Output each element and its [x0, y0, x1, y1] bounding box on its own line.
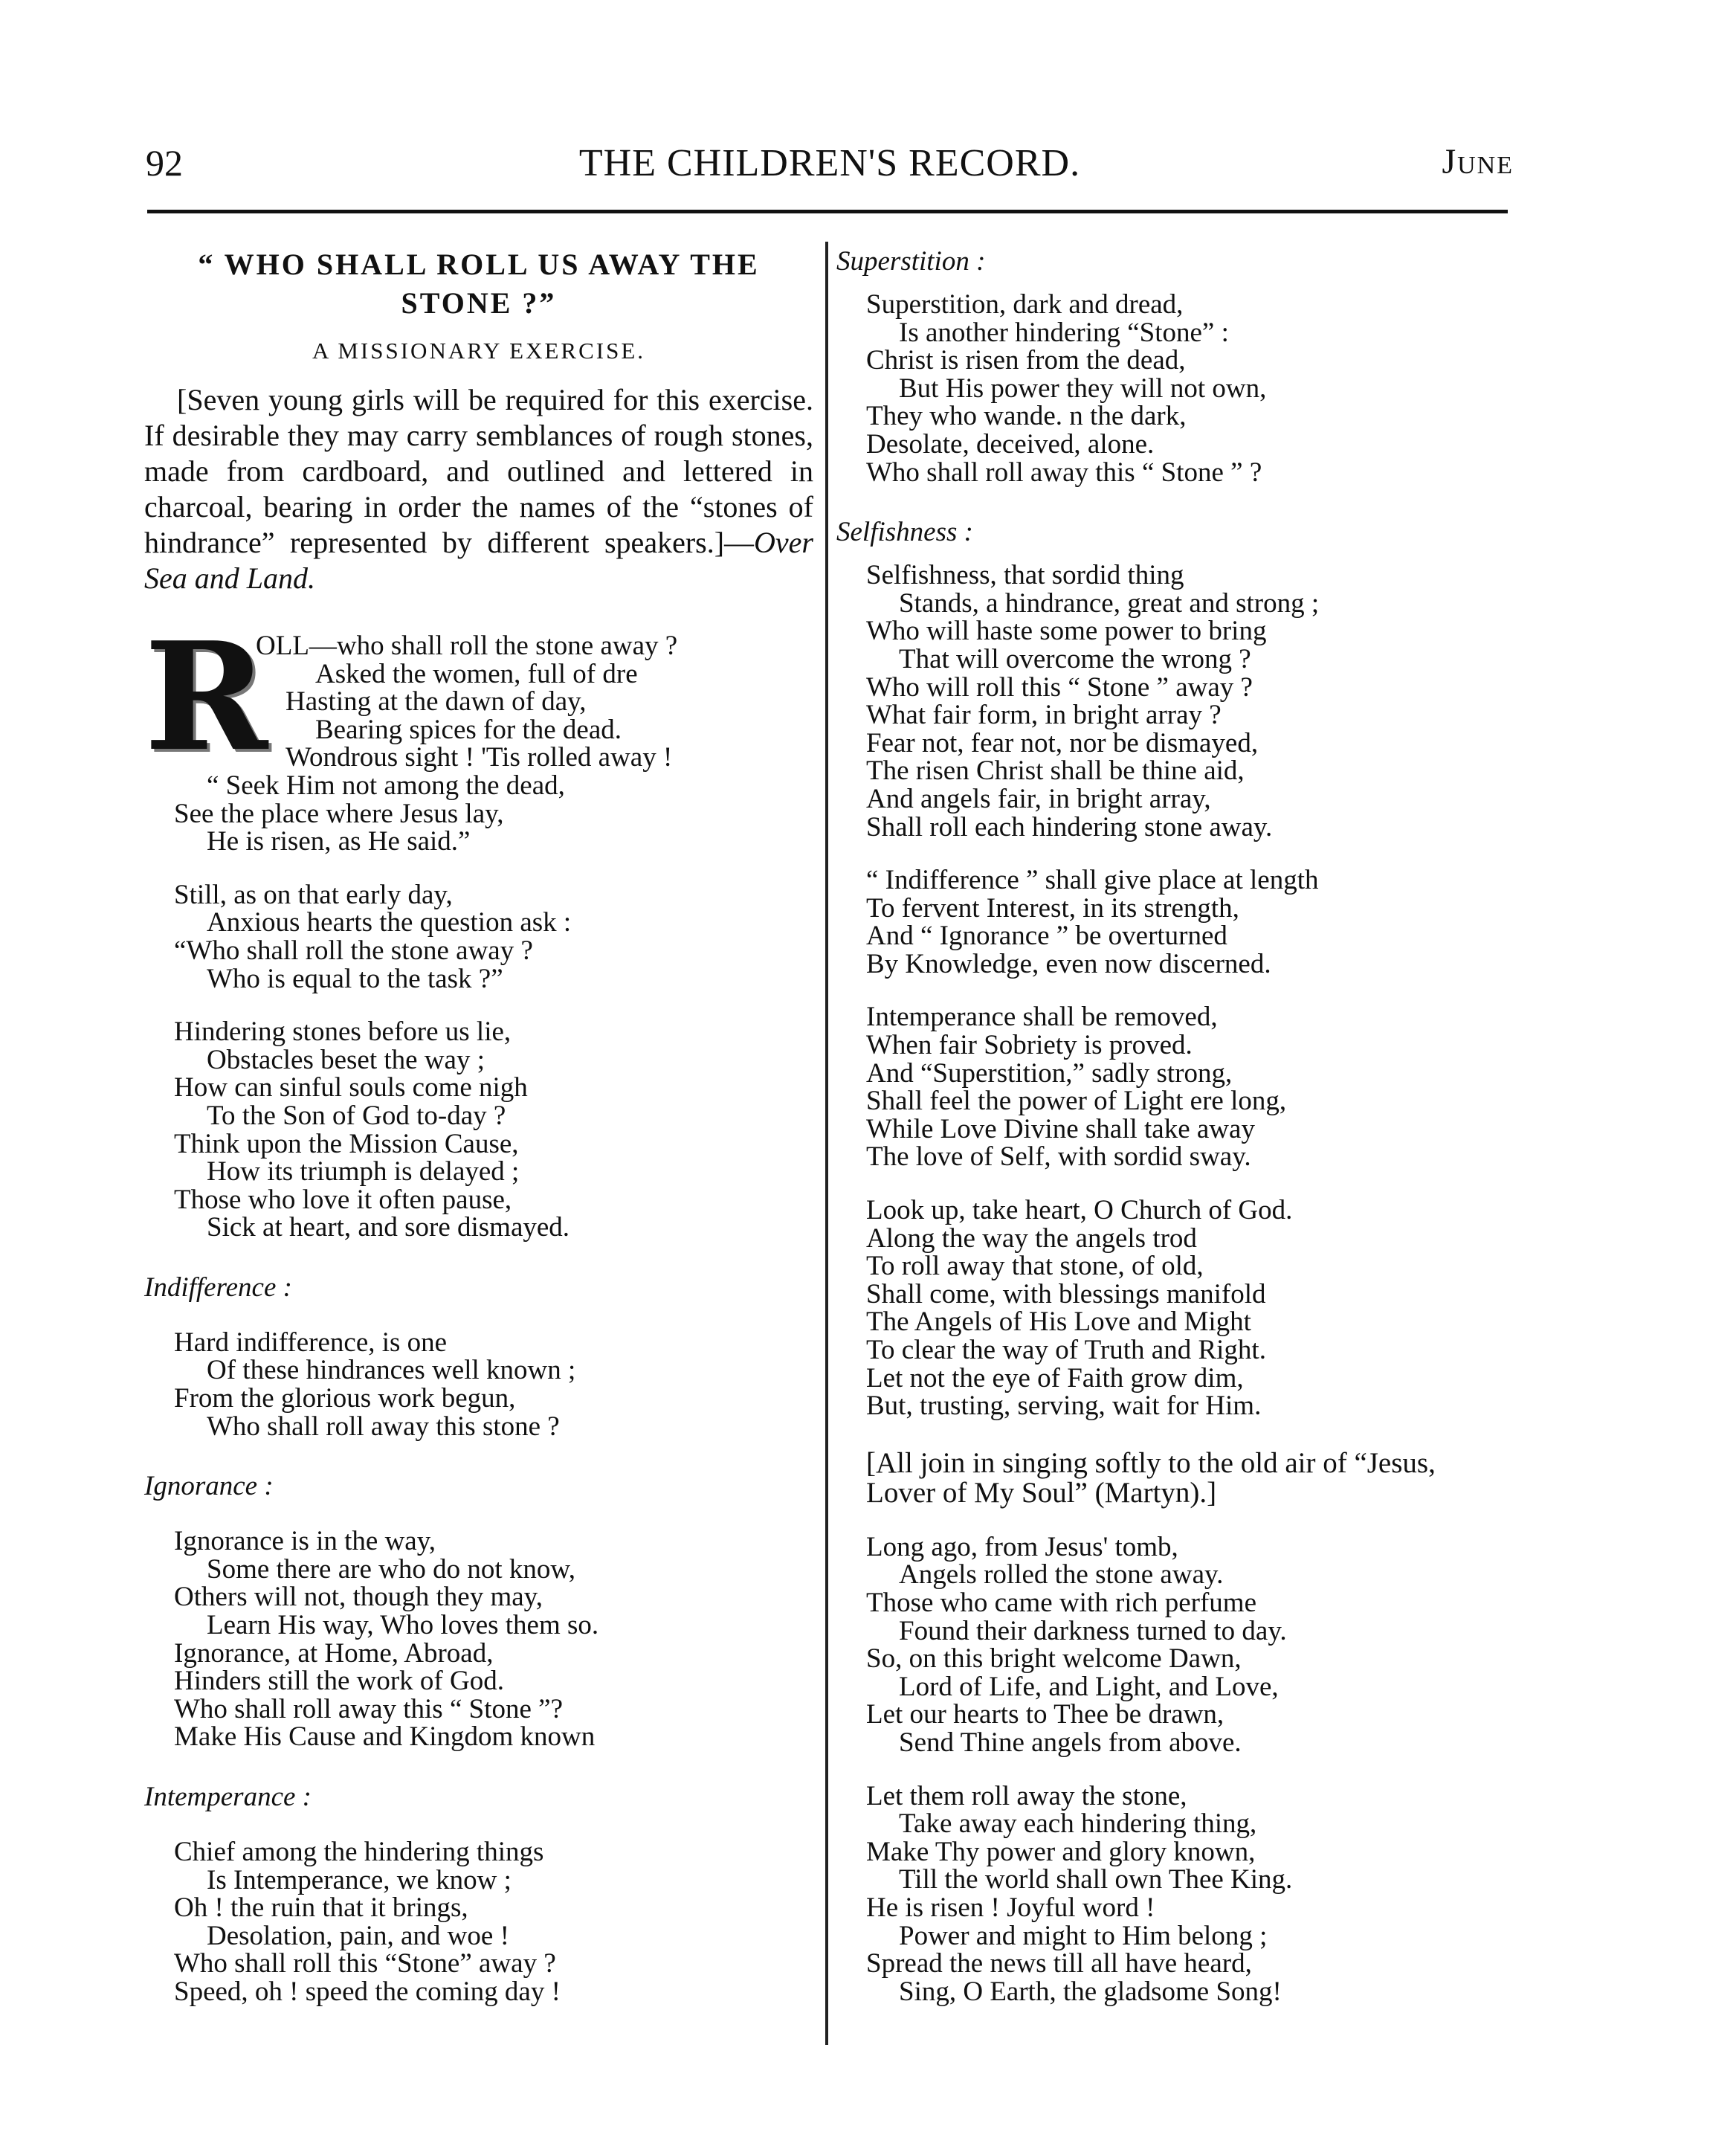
verse-line: The risen Christ shall be thine aid,	[866, 755, 1245, 787]
verse-line: To fervent Interest, in its strength,	[866, 892, 1239, 924]
intro-paragraph	[144, 382, 813, 596]
verse-line: Let them roll away the stone,	[866, 1780, 1187, 1811]
column-divider	[825, 242, 828, 2045]
verse-line: Superstition, dark and dread,	[866, 289, 1184, 320]
verse-line: Take away each hindering thing,	[899, 1808, 1257, 1840]
verse-line: Make His Cause and Kingdom known	[174, 1721, 596, 1753]
verse-line: Make Thy power and glory known,	[866, 1836, 1256, 1867]
intro-source: Over Sea and Land.	[144, 526, 813, 595]
verse-line: Ignorance, at Home, Abroad,	[174, 1637, 494, 1669]
verse-line: Oh ! the ruin that it brings,	[174, 1892, 468, 1924]
stanza-intemperance-reply	[836, 1003, 1506, 1171]
verse-line: The love of Self, with sordid sway.	[866, 1141, 1251, 1173]
verse-line: Ignorance is in the way,	[174, 1526, 436, 1557]
verse-line: And “Superstition,” sadly strong,	[866, 1057, 1233, 1089]
verse-line: Shall roll each hindering stone away.	[866, 811, 1273, 842]
verse-line: Look up, take heart, O Church of God.	[866, 1195, 1293, 1226]
verse-line: “ Seek Him not among the dead,	[207, 770, 565, 801]
verse-line: Anxious hearts the question ask :	[207, 907, 572, 938]
section-heading-indifference: Indifference :	[144, 1272, 292, 1303]
verse-line: To roll away that stone, of old,	[866, 1251, 1204, 1282]
verse-line: While Love Divine shall take away	[866, 1113, 1255, 1144]
stanza-2	[144, 881, 813, 993]
verse-line: And “ Ignorance ” be overturned	[866, 921, 1227, 952]
stanza-selfishness	[836, 561, 1506, 841]
section-heading-ignorance: Ignorance :	[144, 1471, 274, 1502]
verse-line: Shall feel the power of Light ere long,	[866, 1086, 1287, 1117]
verse-line: They who wande. n the dark,	[866, 401, 1187, 432]
verse-line: He is risen, as He said.”	[207, 826, 471, 857]
verse-line: Those who love it often pause,	[174, 1184, 512, 1215]
verse-line: How can sinful souls come nigh	[174, 1072, 528, 1104]
verse-line: Angels rolled the stone away.	[899, 1559, 1224, 1591]
verse-line: To the Son of God to-day ?	[207, 1100, 506, 1131]
intro-text: [Seven young girls will be required for this exercise. If desirable they may carry semblances of rough stones, made from cardboard, and outlined and lettered in charcoal, bearing in order the names of the “stones of hindrance” represented by different speakers.]—	[144, 383, 813, 559]
left-column	[144, 245, 813, 2006]
singing-instruction: [All join in singing softly to the old air of “Jesus, Lover of My Soul” (Martyn).]	[866, 1446, 1436, 1509]
verse-line: Still, as on that early day,	[174, 879, 453, 910]
verse-line: Shall come, with blessings manifold	[866, 1278, 1266, 1309]
verse-line: Bearing spices for the dead.	[315, 714, 622, 745]
verse-line: Is Intemperance, we know ;	[207, 1864, 512, 1895]
verse-line: He is risen ! Joyful word !	[866, 1892, 1155, 1923]
stanza-ignorance	[144, 1527, 813, 1751]
verse-line: When fair Sobriety is proved.	[866, 1030, 1193, 1061]
verse-line: Stands, a hindrance, great and strong ;	[899, 587, 1320, 619]
verse-line: Hasting at the dawn of day,	[285, 686, 587, 718]
verse-line: Others will not, though they may,	[174, 1582, 543, 1613]
verse-line: “ Indifference ” shall give place at length	[866, 865, 1319, 896]
verse-line: The Angels of His Love and Might	[866, 1307, 1251, 1338]
verse-line: Asked the women, full of dre	[315, 658, 638, 689]
poem-opening	[144, 610, 813, 857]
verse-line: Till the world shall own Thee King.	[899, 1864, 1293, 1895]
verse-line: Selfishness, that sordid thing	[866, 560, 1184, 591]
article-subtitle: A MISSIONARY EXERCISE.	[312, 338, 646, 364]
verse-line: Let not the eye of Faith grow dim,	[866, 1362, 1244, 1394]
verse-line: Who will roll this “ Stone ” away ?	[866, 671, 1253, 703]
verse-line: Send Thine angels from above.	[899, 1727, 1242, 1758]
verse-line: Long ago, from Jesus' tomb,	[866, 1531, 1178, 1562]
verse-line: Who shall roll away this stone ?	[207, 1411, 560, 1442]
verse-line: Chief among the hindering things	[174, 1837, 544, 1867]
header-rule	[147, 210, 1508, 213]
verse-line: Those who came with rich perfume	[866, 1587, 1257, 1618]
verse-line: Some there are who do not know,	[207, 1553, 575, 1585]
verse-line: What fair form, in bright array ?	[866, 700, 1222, 731]
stanza-superstition	[836, 291, 1506, 486]
verse-line: Along the way the angels trod	[866, 1222, 1197, 1254]
issue-month: June	[1442, 142, 1514, 181]
verse-line: Think upon the Mission Cause,	[174, 1128, 519, 1159]
verse-line: OLL—who shall roll the stone away ?	[256, 631, 678, 661]
verse-line: Learn His way, Who loves them so.	[207, 1610, 599, 1641]
verse-line: Lord of Life, and Light, and Love,	[899, 1671, 1279, 1702]
verse-line: Wondrous sight ! 'Tis rolled away !	[285, 742, 673, 773]
verse-line: From the glorious work begun,	[174, 1383, 516, 1414]
page-number: 92	[146, 142, 183, 184]
drop-cap-letter: R	[144, 610, 268, 784]
verse-line: To clear the way of Truth and Right.	[866, 1335, 1266, 1365]
page-header	[146, 141, 1514, 193]
verse-line: But His power they will not own,	[899, 373, 1267, 404]
section-heading-intemperance: Intemperance :	[144, 1782, 312, 1812]
verse-line: Who shall roll away this “ Stone ”?	[174, 1693, 564, 1724]
verse-line: How its triumph is delayed ;	[207, 1156, 520, 1188]
verse-line: Spread the news till all have heard,	[866, 1948, 1252, 1979]
stanza-church	[836, 1196, 1506, 1420]
verse-line: By Knowledge, even now discerned.	[866, 948, 1271, 979]
verse-line: “Who shall roll the stone away ?	[174, 935, 533, 966]
verse-line: Hindering stones before us lie,	[174, 1016, 512, 1048]
verse-line: Desolation, pain, and woe !	[207, 1920, 509, 1951]
verse-line: Speed, oh ! speed the coming day !	[174, 1976, 561, 2007]
verse-line: But, trusting, serving, wait for Him.	[866, 1391, 1262, 1422]
verse-line: Who shall roll this “Stone” away ?	[174, 1948, 556, 1979]
hymn-stanza-2	[836, 1782, 1506, 2006]
verse-line: Who is equal to the task ?”	[207, 963, 503, 994]
verse-line: Sing, O Earth, the gladsome Song!	[899, 1976, 1282, 2007]
stanza-3	[144, 1018, 813, 1242]
verse-line: Power and might to Him belong ;	[899, 1920, 1268, 1951]
section-heading-superstition: Superstition :	[836, 246, 986, 277]
verse-line: Let our hearts to Thee be drawn,	[866, 1699, 1224, 1730]
verse-line: Obstacles beset the way ;	[207, 1044, 485, 1075]
verse-line: Hard indifference, is one	[174, 1327, 448, 1358]
journal-title: THE CHILDREN'S RECORD.	[578, 142, 1081, 184]
verse-line: Is another hindering “Stone” :	[899, 317, 1229, 348]
verse-line: Sick at heart, and sore dismayed.	[207, 1212, 570, 1243]
verse-line: Who shall roll away this “ Stone ” ?	[866, 457, 1262, 488]
section-heading-selfishness: Selfishness :	[836, 517, 973, 548]
verse-line: And angels fair, in bright array,	[866, 783, 1211, 814]
stanza-indifference-reply	[836, 866, 1506, 978]
verse-line: Who will haste some power to bring	[866, 616, 1267, 647]
right-column	[836, 245, 1506, 2005]
verse-line: Fear not, fear not, nor be dismayed,	[866, 727, 1259, 758]
stanza-intemperance	[144, 1838, 813, 2006]
stanza-indifference	[144, 1329, 813, 1440]
article-title: “ WHO SHALL ROLL US AWAY THE STONE ?”	[198, 248, 760, 320]
verse-line: That will overcome the wrong ?	[899, 643, 1251, 674]
verse-line: Found their darkness turned to day.	[899, 1615, 1287, 1646]
verse-line: Christ is risen from the dead,	[866, 345, 1186, 376]
verse-line: Hinders still the work of God.	[174, 1666, 504, 1697]
verse-line: Of these hindrances well known ;	[207, 1355, 576, 1386]
verse-line: Desolate, deceived, alone.	[866, 428, 1155, 460]
verse-line: So, on this bright welcome Dawn,	[866, 1643, 1242, 1675]
hymn-stanza-1	[836, 1533, 1506, 1757]
verse-line: Intemperance shall be removed,	[866, 1002, 1218, 1033]
verse-line: See the place where Jesus lay,	[174, 798, 504, 829]
